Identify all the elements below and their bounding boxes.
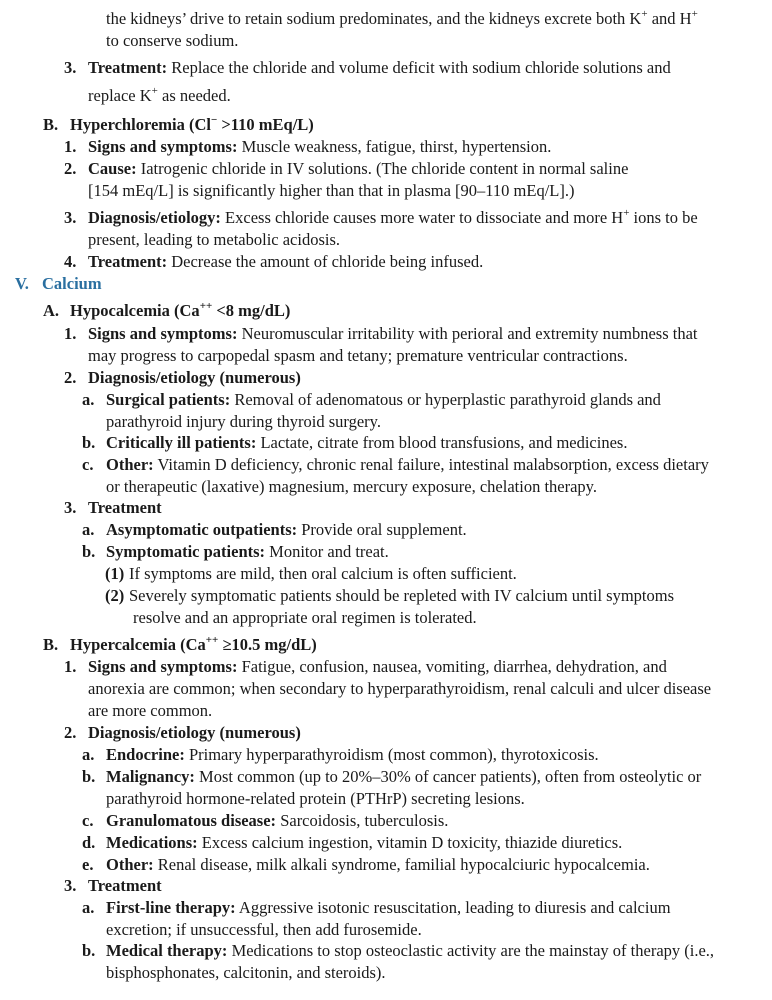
item-text: parathyroid hormone-related protein (PTHrP) secreting lesions. [106, 789, 525, 808]
item-text [88, 251, 764, 273]
section-letter: A. [43, 301, 60, 320]
text-run: <8 mg/dL) [212, 301, 291, 320]
item-number: 1. [64, 324, 77, 343]
item-text [88, 207, 764, 229]
text-run: >110 mEq/L) [217, 115, 314, 134]
text-run: Removal of adenomatous or hyperplastic parathyroid glands and [230, 390, 661, 409]
bold-label: Malignancy: [106, 767, 195, 786]
sub-item [82, 389, 764, 433]
text-run: ≥10.5 mg/dL) [218, 635, 317, 654]
list-item [64, 875, 764, 897]
item-text: If symptoms are mild, then oral calcium is often sufficient. [129, 564, 517, 583]
list-item [64, 367, 764, 389]
sub-item [82, 454, 764, 498]
item-text [106, 541, 764, 563]
text-run: Sarcoidosis, tuberculosis. [276, 811, 449, 830]
item-number: 2. [64, 723, 77, 742]
list-item [64, 656, 764, 722]
continuation-line [106, 8, 764, 30]
item-text [106, 454, 764, 476]
text-run: ions to be [629, 208, 698, 227]
bold-label: Signs and symptoms: [88, 324, 238, 343]
item-text: Diagnosis/etiology (numerous) [88, 368, 301, 387]
text-run: replace K [88, 86, 152, 105]
item-letter: a. [82, 898, 95, 917]
item-text: Diagnosis/etiology (numerous) [88, 723, 301, 742]
item-letter: a. [82, 745, 95, 764]
superscript: + [641, 8, 648, 20]
bold-label: Treatment: [88, 252, 168, 271]
item-number: 2. [64, 159, 77, 178]
item-text [88, 323, 764, 345]
hypercalcemia-heading [43, 634, 764, 656]
bold-label: Symptomatic patients: [106, 542, 266, 561]
bold-label: Critically ill patients: [106, 433, 257, 452]
sub-item [82, 854, 764, 876]
continuation-paragraph [106, 8, 764, 52]
text-run: Vitamin D deficiency, chronic renal failure, intestinal malabsorption, excess dietary [153, 455, 709, 474]
text-run: Aggressive isotonic resuscitation, leading to diuresis and calcium [235, 898, 671, 917]
bold-label: Signs and symptoms: [88, 137, 238, 156]
text-run: Renal disease, milk alkali syndrome, familial hypocalciuric hypocalcemia. [153, 855, 650, 874]
text-run: Replace the chloride and volume deficit with sodium chloride solutions and [167, 58, 671, 77]
sub-sub-item [105, 585, 764, 629]
item-letter: b. [82, 941, 96, 960]
item-letter: a. [82, 390, 95, 409]
item-letter: a. [82, 520, 95, 539]
bold-label: Granulomatous disease: [106, 811, 277, 830]
text-run: Provide oral supplement. [297, 520, 467, 539]
superscript: ++ [199, 300, 213, 312]
sub-item [82, 897, 764, 941]
list-item [64, 323, 764, 367]
item-text [106, 389, 764, 411]
item-number: 3. [64, 876, 77, 895]
sub-item [82, 810, 764, 832]
item-text: [154 mEq/L] is significantly higher than that in plasma [90–110 mEq/L].) [88, 181, 575, 200]
continuation-line: to conserve sodium. [106, 31, 239, 50]
item-text [106, 832, 764, 854]
text-run: Hyperchloremia (Cl [70, 115, 211, 134]
hypochloremia-treatment [64, 57, 764, 107]
item-number: 2. [64, 368, 77, 387]
bold-label: Other: [106, 855, 154, 874]
item-text: are more common. [88, 701, 213, 720]
section-title [70, 634, 764, 656]
item-text [106, 897, 764, 919]
section-v-heading [15, 273, 764, 295]
section-title [70, 300, 764, 322]
sub-item [82, 432, 764, 454]
bold-label: Cause: [88, 159, 137, 178]
bold-label: Medical therapy: [106, 941, 228, 960]
bold-label: First-line therapy: [106, 898, 236, 917]
sub-item [82, 519, 764, 541]
bold-label: Endocrine: [106, 745, 185, 764]
item-text [88, 85, 764, 107]
item-text: anorexia are common; when secondary to hyperparathyroidism, renal calculi and ulcer disease [88, 679, 712, 698]
text-run: Hypocalcemia (Ca [70, 301, 200, 320]
item-letter: b. [82, 767, 96, 786]
sub-item [82, 766, 764, 810]
text-run: Neuromuscular irritability with perioral and extremity numbness that [237, 324, 698, 343]
list-item [64, 136, 764, 158]
item-text [88, 158, 764, 180]
item-number: 4. [64, 252, 77, 271]
item-text [106, 744, 764, 766]
item-number: 1. [64, 657, 77, 676]
text-run: Primary hyperparathyroidism (most common), thyrotoxicosis. [184, 745, 599, 764]
section-letter: B. [43, 115, 59, 134]
item-number: (1) [105, 564, 125, 583]
section-letter: B. [43, 635, 59, 654]
item-text: excretion; if unsuccessful, then add furosemide. [106, 920, 422, 939]
item-text: bisphosphonates, calcitonin, and steroids). [106, 963, 386, 982]
bold-label: Treatment: [88, 58, 168, 77]
item-text [106, 810, 764, 832]
list-item [64, 207, 764, 251]
text-run: as needed. [157, 86, 231, 105]
superscript: + [691, 8, 698, 20]
sub-sub-item [105, 563, 764, 585]
bold-label: Other: [106, 455, 154, 474]
item-letter: e. [82, 855, 94, 874]
item-text: Treatment [88, 876, 162, 895]
bold-label: Surgical patients: [106, 390, 231, 409]
text-run: Hypercalcemia (Ca [70, 635, 206, 654]
text-run: the kidneys’ drive to retain sodium predominates, and the kidneys excrete both K [106, 9, 642, 28]
item-number: (2) [105, 586, 125, 605]
item-number: 3. [64, 208, 77, 227]
item-text: or therapeutic (laxative) magnesium, mercury exposure, chelation therapy. [106, 477, 597, 496]
list-item [64, 158, 764, 202]
list-item [64, 497, 764, 519]
item-text [106, 766, 764, 788]
bold-label: Medications: [106, 833, 198, 852]
section-title [70, 114, 764, 136]
superscript: + [623, 207, 630, 219]
item-number: 3. [64, 498, 77, 517]
item-text [106, 940, 764, 962]
text-run: Monitor and treat. [265, 542, 389, 561]
superscript: − [211, 114, 218, 126]
item-letter: d. [82, 833, 96, 852]
text-run: Decrease the amount of chloride being infused. [167, 252, 484, 271]
item-letter: c. [82, 455, 94, 474]
item-number: 1. [64, 137, 77, 156]
hyperchloremia-heading [43, 114, 764, 136]
hypocalcemia-heading [43, 300, 764, 322]
section-number: V. [15, 274, 29, 293]
item-text [88, 656, 764, 678]
bold-label: Diagnosis/etiology: [88, 208, 221, 227]
item-text [106, 432, 764, 454]
item-text [106, 519, 764, 541]
text-run: Excess calcium ingestion, vitamin D toxicity, thiazide diuretics. [197, 833, 623, 852]
text-run: Iatrogenic chloride in IV solutions. (The chloride content in normal saline [136, 159, 629, 178]
item-text: present, leading to metabolic acidosis. [88, 230, 341, 249]
text-run: Fatigue, confusion, nausea, vomiting, diarrhea, dehydration, and [237, 657, 667, 676]
bold-label: Signs and symptoms: [88, 657, 238, 676]
text-run: Excess chloride causes more water to dissociate and more H [220, 208, 624, 227]
item-text: Treatment [88, 498, 162, 517]
list-item [64, 722, 764, 744]
item-letter: c. [82, 811, 94, 830]
list-item [64, 251, 764, 273]
sub-item [82, 940, 764, 984]
superscript: + [151, 85, 158, 97]
text-run: and H [647, 9, 692, 28]
item-text [88, 136, 764, 158]
bold-label: Asymptomatic outpatients: [106, 520, 298, 539]
item-letter: b. [82, 542, 96, 561]
item-text: resolve and an appropriate oral regimen is tolerated. [133, 608, 477, 627]
sub-item [82, 541, 764, 563]
section-title: Calcium [42, 274, 102, 293]
text-run: Lactate, citrate from blood transfusions, and medicines. [256, 433, 628, 452]
sub-item [82, 832, 764, 854]
item-letter: b. [82, 433, 96, 452]
item-number: 3. [64, 58, 77, 77]
item-text: may progress to carpopedal spasm and tetany; premature ventricular contractions. [88, 346, 628, 365]
item-text: parathyroid injury during thyroid surgery. [106, 412, 381, 431]
item-text [106, 854, 764, 876]
text-run: Medications to stop osteoclastic activity are the mainstay of therapy (i.e., [227, 941, 715, 960]
text-run: Most common (up to 20%–30% of cancer patients), often from osteolytic or [194, 767, 702, 786]
superscript: ++ [205, 634, 219, 646]
text-run: Muscle weakness, fatigue, thirst, hypertension. [237, 137, 552, 156]
item-text: Severely symptomatic patients should be repleted with IV calcium until symptoms [129, 586, 675, 605]
item-text [88, 57, 764, 79]
sub-item [82, 744, 764, 766]
